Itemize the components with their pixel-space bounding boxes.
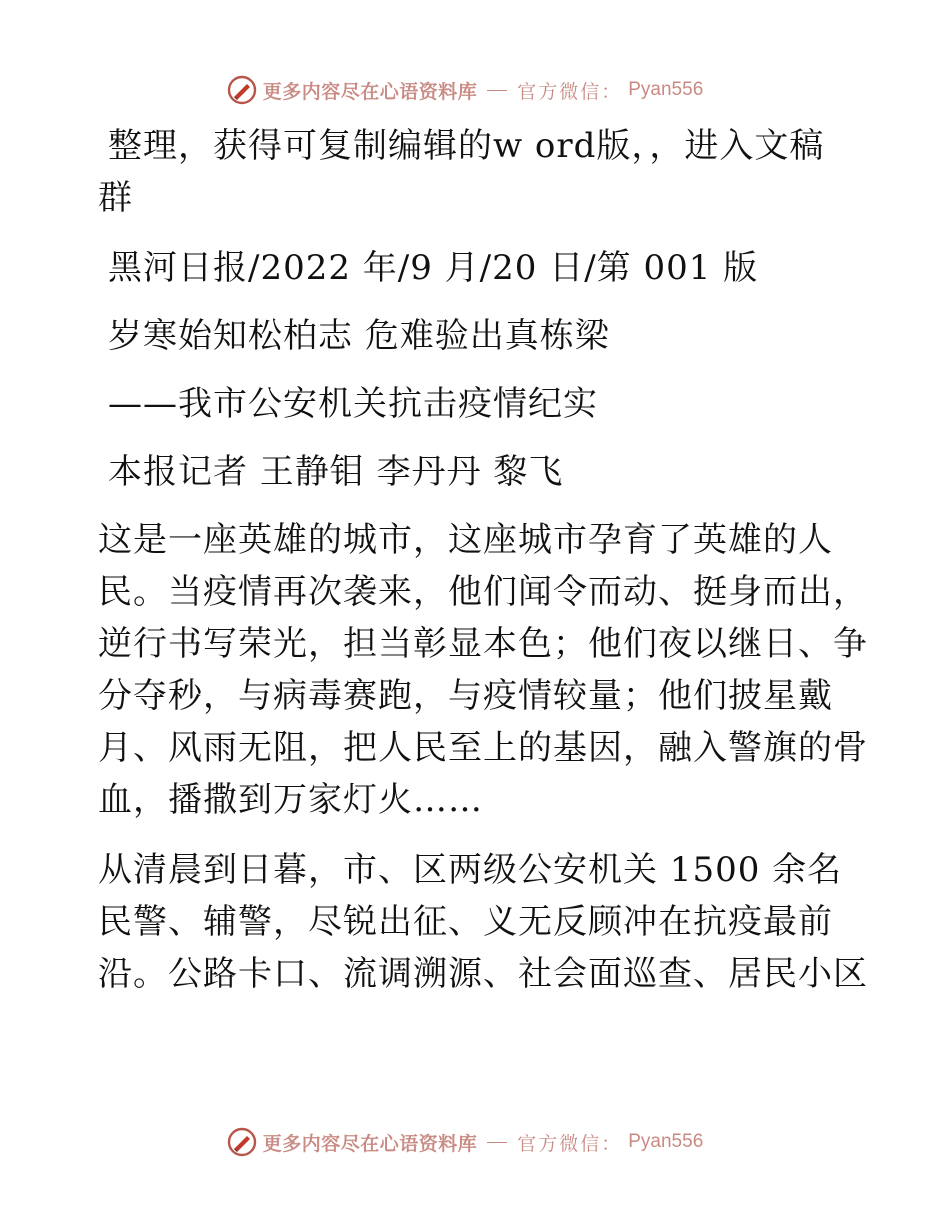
bottom-banner-inner bbox=[227, 1127, 704, 1157]
top-banner bbox=[0, 70, 950, 110]
paragraph-line: 逆行书写荣光，担当彰显本色；他们夜以继日、争 bbox=[98, 624, 868, 664]
banner-text: 更多内容尽在心语资料库 bbox=[262, 1132, 478, 1155]
wechat-label: 官方微信： bbox=[517, 80, 623, 103]
paragraph-line: 沿。公路卡口、流调溯源、社会面巡查、居民小区 bbox=[98, 954, 868, 994]
banner-text: 更多内容尽在心语资料库 bbox=[262, 80, 478, 103]
intro-block bbox=[98, 120, 858, 224]
paragraph-2 bbox=[98, 844, 868, 1000]
top-banner-inner bbox=[227, 75, 704, 105]
paragraph-line: 分夺秒，与病毒赛跑，与疫情较量；他们披星戴 bbox=[98, 676, 833, 716]
paragraph-line: 民警、辅警，尽锐出征、义无反顾冲在抗疫最前 bbox=[98, 902, 833, 942]
banner-divider bbox=[487, 1142, 507, 1143]
paragraph-line: 血，播撒到万家灯火…… bbox=[98, 780, 483, 820]
document-content bbox=[98, 120, 868, 1018]
source-line: 黑河日报/2022 年/9 月/20 日/第 001 版 bbox=[108, 248, 759, 288]
intro-line-1: 整理，获得可复制编辑的w ord版，，进入文稿 bbox=[108, 126, 825, 166]
paragraph-line: 从清晨到日暮，市、区两级公安机关 1500 余名 bbox=[98, 850, 843, 890]
wechat-id: Pyan556 bbox=[628, 1131, 704, 1152]
paragraph-line: 这是一座英雄的城市，这座城市孕育了英雄的人 bbox=[98, 520, 833, 560]
paragraph-1 bbox=[98, 514, 868, 826]
paragraph-line: 月、风雨无阻，把人民至上的基因，融入警旗的骨 bbox=[98, 728, 868, 768]
banner-divider bbox=[487, 90, 507, 91]
pen-logo-icon bbox=[227, 75, 257, 105]
pen-logo-icon bbox=[227, 1127, 257, 1157]
wechat-id: Pyan556 bbox=[628, 79, 704, 100]
wechat-label: 官方微信： bbox=[517, 1132, 623, 1155]
byline: 本报记者 王静钼 李丹丹 黎飞 bbox=[108, 452, 564, 492]
bottom-banner bbox=[0, 1122, 950, 1162]
subheadline: ——我市公安机关抗击疫情纪实 bbox=[108, 384, 598, 424]
intro-line-2: 群 bbox=[98, 178, 133, 218]
headline: 岁寒始知松柏志 危难验出真栋梁 bbox=[108, 316, 610, 356]
paragraph-line: 民。当疫情再次袭来，他们闻令而动、挺身而出， bbox=[98, 572, 868, 612]
